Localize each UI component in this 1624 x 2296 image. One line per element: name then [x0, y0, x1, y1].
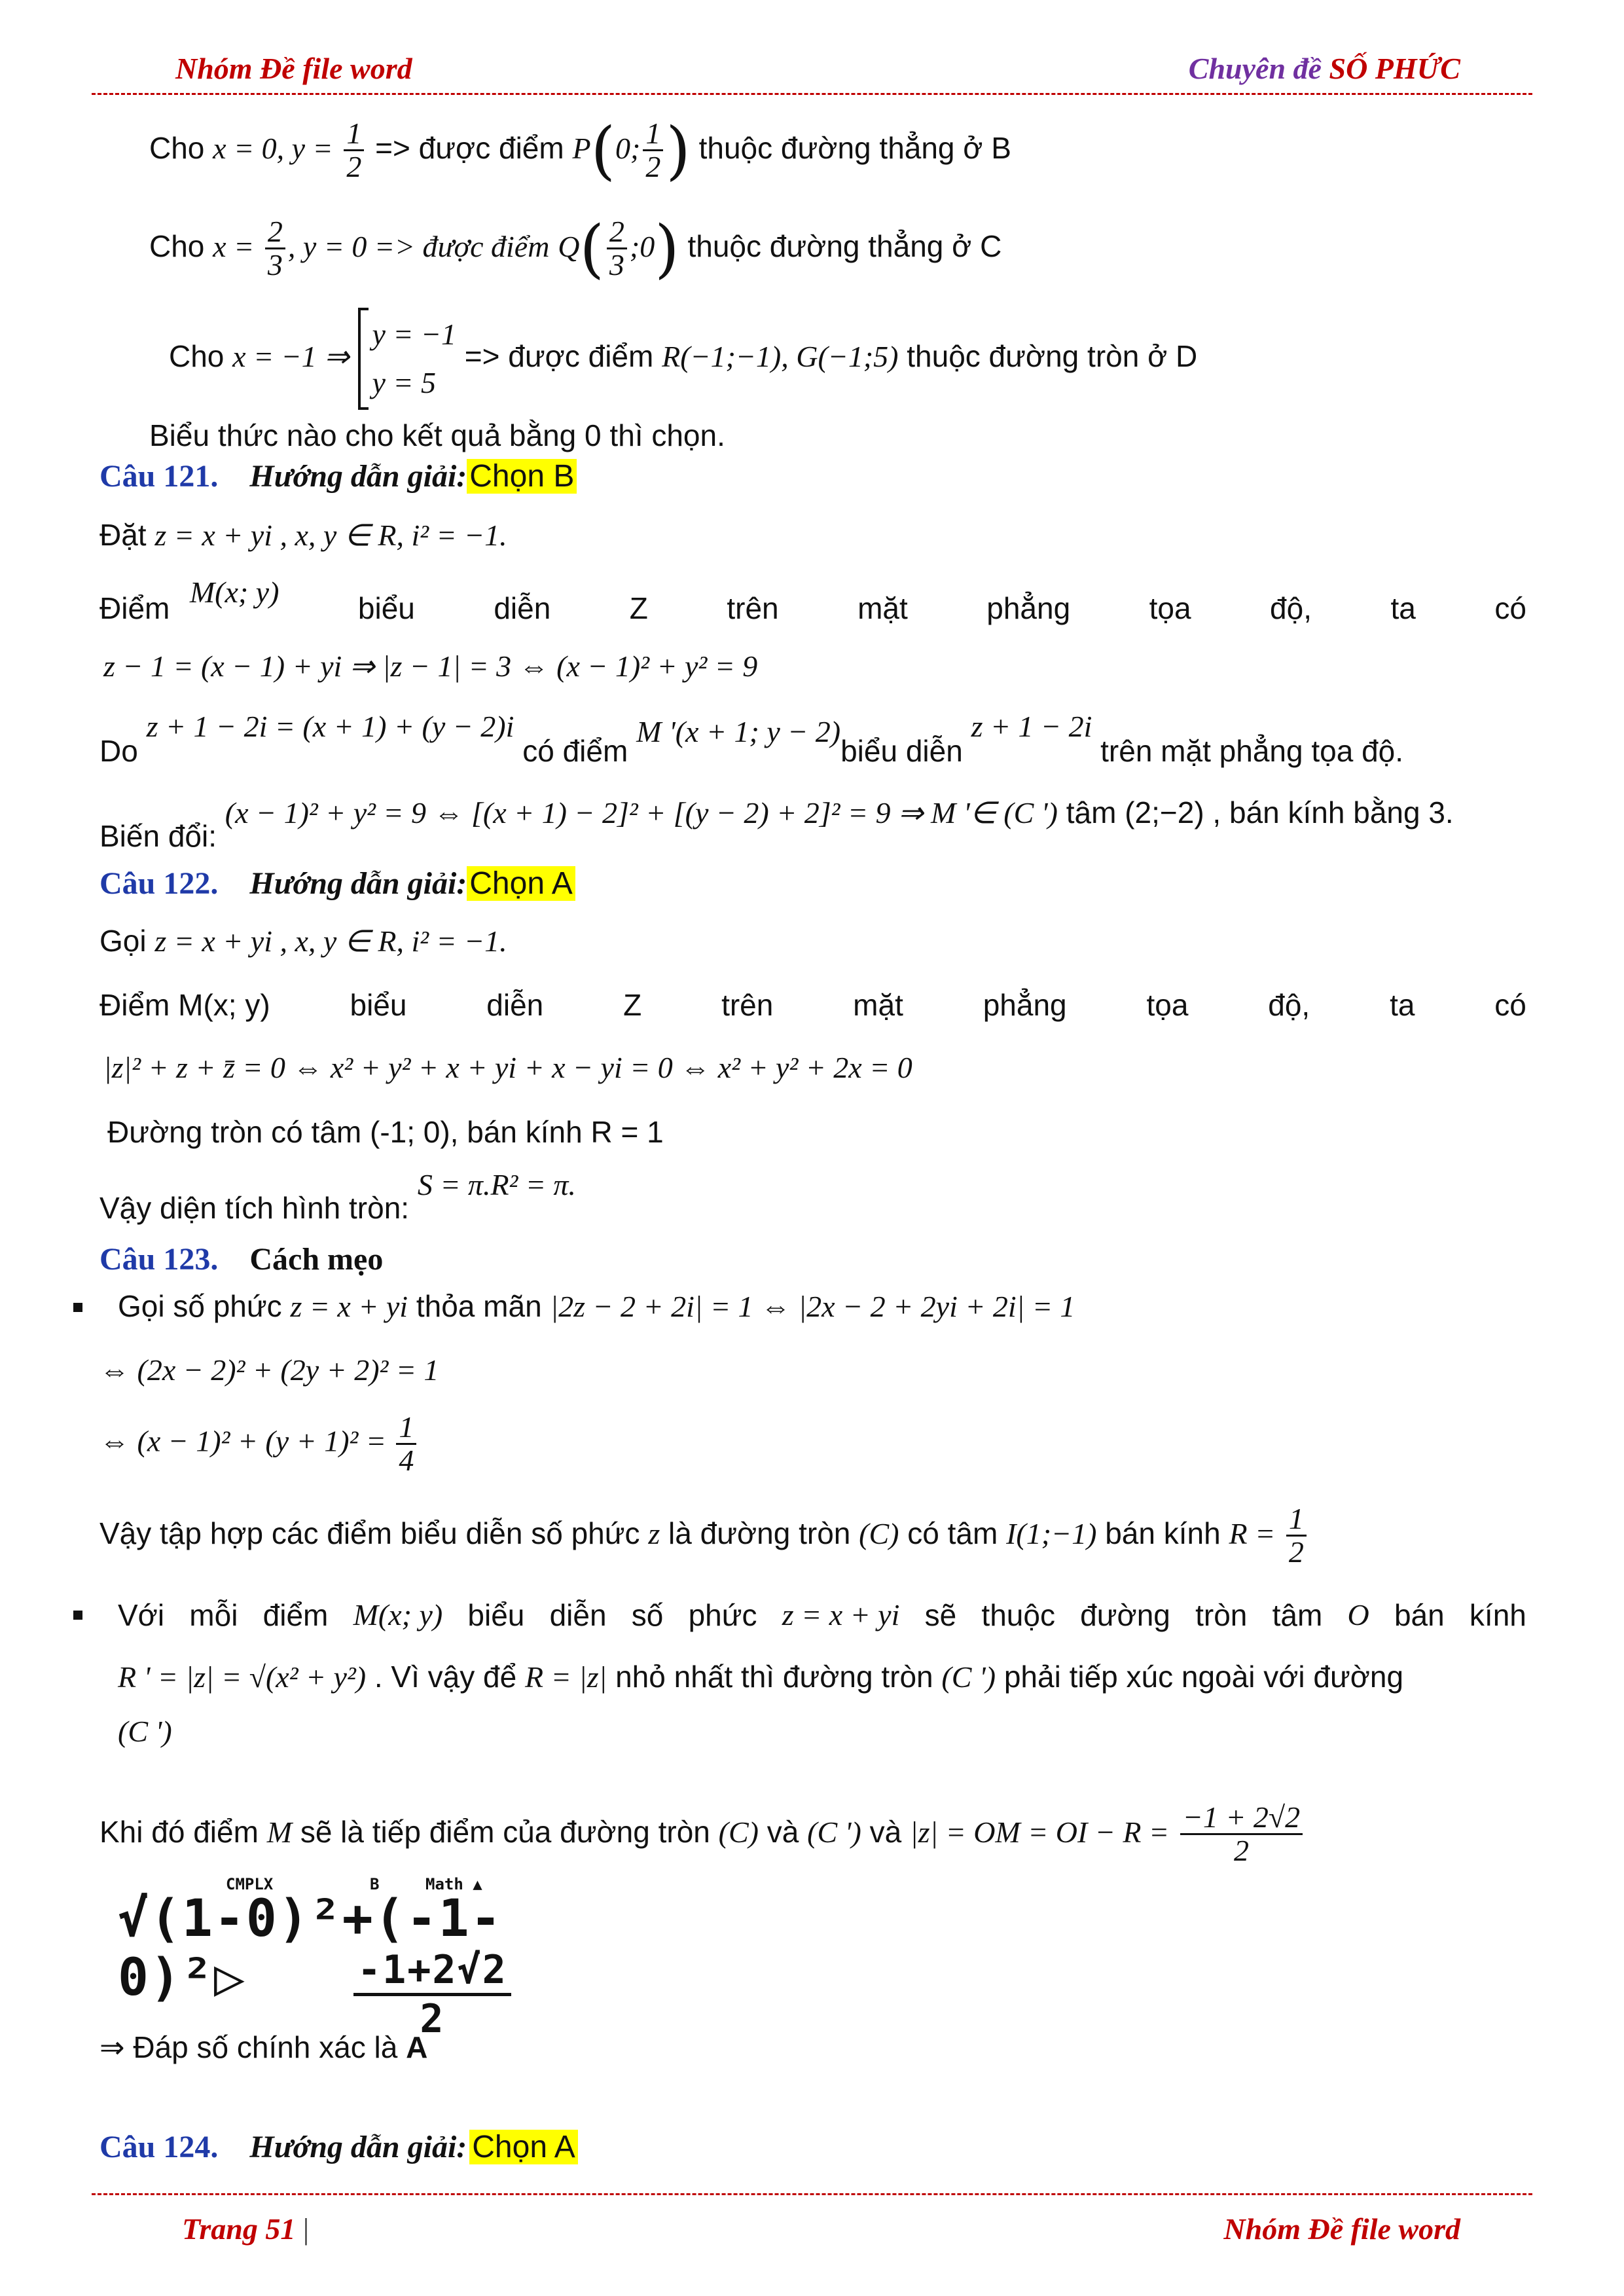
text-co-tam: có tâm — [907, 1516, 998, 1550]
frac-den: 3 — [267, 248, 283, 282]
math-x-neg1: x = −1 ⇒ — [232, 340, 350, 374]
footer-page-prefix: Trang — [182, 2212, 266, 2246]
word: Điểm — [99, 591, 170, 625]
text-dat: Đặt — [99, 518, 147, 552]
word: biểu — [357, 591, 415, 625]
math-point-q: Q — [558, 229, 580, 263]
math-q-coord: ;0 — [629, 229, 655, 263]
fraction-answer — [1180, 1802, 1303, 1867]
footer-page-number: 51 — [265, 2212, 296, 2246]
word: có — [1494, 591, 1526, 625]
text-cho: Cho — [149, 228, 205, 263]
text-bien-doi: Biến đổi: — [99, 819, 217, 853]
word: độ, — [1268, 988, 1310, 1022]
frac-num: 1 — [643, 118, 663, 151]
text-thuoc-b: thuộc đường thẳng ở B — [698, 130, 1011, 165]
fraction-half-2 — [643, 118, 663, 183]
line-point-q — [149, 211, 1002, 285]
word: phức — [688, 1598, 757, 1632]
frac-num: 2 — [607, 216, 627, 249]
math-circle-eq: ⇔ (x − 1)² + (y + 1)² = — [99, 1424, 386, 1458]
math-z: z = x + yi — [290, 1290, 408, 1323]
text-goi: Gọi — [99, 924, 147, 958]
q122-label: Câu 122. — [99, 866, 219, 901]
text-dap-so: ⇒ Đáp số chính xác là — [99, 2030, 398, 2064]
q124-heading — [99, 2129, 578, 2165]
q122-choice: Chọn A — [467, 866, 575, 901]
math-z-def: z = x + yi , x, y ∈ R, i² = −1. — [154, 924, 507, 958]
math-z-shift-2: z + 1 − 2i — [971, 710, 1092, 743]
word: Điểm M(x; y) — [99, 988, 270, 1022]
q121-choice: Chọn B — [467, 459, 577, 494]
frac-den: 2 — [1288, 1535, 1304, 1569]
math-z: z = x + yi — [782, 1598, 900, 1631]
word: tròn — [1195, 1598, 1248, 1632]
header-topic-prefix: Chuyên đề — [1188, 52, 1329, 85]
frac-den: 4 — [399, 1444, 414, 1478]
system-bracket — [358, 308, 369, 410]
word: kính — [1469, 1598, 1526, 1632]
math-center-i: I(1;−1) — [1006, 1516, 1097, 1550]
word: biểu — [467, 1598, 525, 1632]
calc-indicator-cmplx: CMPLX — [226, 1875, 274, 1893]
math-z-shift: z + 1 − 2i = (x + 1) + (y − 2)i — [146, 710, 514, 743]
word: Z — [623, 988, 642, 1022]
word: phẳng — [986, 591, 1071, 625]
fraction-two-thirds-2 — [607, 216, 627, 282]
q121-line2 — [99, 575, 1526, 626]
header-rule — [92, 93, 1532, 95]
text-tiep-xuc: phải tiếp xúc ngoài với đường — [1003, 1660, 1404, 1694]
math-points-rg: R(−1;−1), G(−1;5) — [662, 340, 899, 374]
math-om: |z| = OM = OI − R = — [909, 1815, 1169, 1849]
word: đường — [1080, 1598, 1170, 1632]
word: trên — [721, 988, 774, 1022]
word: phẳng — [983, 988, 1067, 1022]
text-goi-so-phuc: Gọi số phức — [118, 1289, 282, 1323]
math-transform: (x − 1)² + y² = 9 ⇔ [(x + 1) − 2]² + [(y − 2) + 2]² = 9 ⇒ M '∈ (C ') — [225, 796, 1058, 829]
math-c: (C) — [718, 1815, 759, 1849]
q122-line1 — [99, 923, 507, 958]
fraction-two-thirds — [265, 216, 285, 282]
frac-den: 2 — [346, 150, 362, 184]
text-ban-kinh: bán kính — [1105, 1516, 1221, 1550]
fraction-half — [1286, 1503, 1307, 1569]
math-y0: , y = 0 => được điểm — [287, 229, 550, 263]
word: diễn — [549, 1598, 607, 1632]
text-duoc-diem: => được điểm — [375, 130, 564, 165]
word: mặt — [857, 591, 908, 625]
text-tiep-diem: sẽ là tiếp điểm của đường tròn — [300, 1814, 710, 1849]
paren-open: ( — [590, 113, 616, 187]
q123-line8 — [99, 1802, 1305, 1867]
q123-bullet2 — [118, 1597, 1526, 1633]
math-x: x = — [213, 229, 255, 263]
q121-line4 — [99, 710, 1404, 769]
text-vi-vay: . Vì vậy để — [374, 1660, 517, 1694]
math-c-prime: (C ') — [941, 1660, 996, 1694]
math-p-coord: 0; — [615, 131, 641, 165]
text-dien-tich: Vậy diện tích hình tròn: — [99, 1191, 410, 1225]
q124-label: Câu 124. — [99, 2130, 219, 2164]
text-mat-phang: trên mặt phẳng tọa độ. — [1100, 734, 1404, 768]
text-thoa-man: thỏa mãn — [416, 1289, 542, 1323]
bullet-icon — [73, 1303, 82, 1312]
fraction-half — [344, 118, 364, 183]
q123-label: Câu 123. — [99, 1242, 219, 1277]
frac-den: 3 — [609, 248, 624, 282]
q123-line3 — [99, 1412, 419, 1477]
q122-line2 — [99, 987, 1526, 1023]
math-c: (C) — [859, 1516, 899, 1550]
q123-line7: (C ') — [118, 1715, 172, 1748]
word: tọa — [1149, 591, 1191, 625]
word: sẽ — [924, 1598, 957, 1632]
frac-num: 2 — [265, 216, 285, 249]
math-r-mod: R = |z| — [524, 1660, 607, 1694]
q121-heading — [99, 458, 577, 494]
frac-num: 1 — [1286, 1503, 1307, 1537]
calculator-screen — [118, 1875, 524, 2042]
q122-line5 — [99, 1168, 576, 1226]
footer-page — [182, 2212, 309, 2246]
math-modulus-eq: |2z − 2 + 2i| = 1 ⇔ |2x − 2 + 2yi + 2i| = 1 — [550, 1290, 1075, 1323]
math-mxy: M(x; y) — [353, 1598, 443, 1631]
q124-choice: Chọn A — [469, 2130, 577, 2164]
word: Với — [118, 1598, 165, 1632]
text-co-diem: có điểm — [522, 734, 628, 768]
q121-line5 — [99, 795, 1454, 854]
fraction-quarter — [396, 1412, 416, 1477]
word: mặt — [853, 988, 903, 1022]
text-duong-tron: là đường tròn — [668, 1516, 851, 1550]
q122-guide: Hướng dẫn giải: — [249, 866, 467, 901]
text-cho: Cho — [149, 130, 205, 165]
header-topic — [1189, 51, 1460, 86]
frac-den: 2 — [1233, 1834, 1249, 1868]
text-do: Do — [99, 734, 138, 768]
text-va: và — [869, 1814, 902, 1849]
q122-heading — [99, 866, 575, 902]
text-khi-do: Khi đó điểm — [99, 1814, 259, 1849]
math-m-prime: M '(x + 1; y − 2) — [636, 715, 841, 748]
math-x0-y: x = 0, y = — [213, 131, 333, 165]
math-mxy: M(x; y) — [189, 575, 280, 609]
q123-heading — [99, 1241, 383, 1277]
system-eq-2: y = 5 — [372, 366, 436, 399]
math-point-p: P — [572, 131, 591, 165]
paren-open: ( — [579, 211, 604, 285]
q122-line3: |z|² + z + z̄ = 0 ⇔ x² + y² + x + yi + x − yi = 0 ⇔ x² + y² + 2x = 0 — [103, 1051, 912, 1084]
math-area: S = π.R² = π. — [417, 1168, 576, 1201]
text-nho-nhat: nhỏ nhất thì đường tròn — [615, 1660, 933, 1694]
header-group-name: Nhóm Đề file word — [175, 52, 412, 85]
calc-result-den: 2 — [420, 1996, 445, 2042]
q123-method: Cách mẹo — [249, 1242, 384, 1277]
q121-line3: z − 1 = (x − 1) + yi ⇒ |z − 1| = 3 ⇔ (x − 1)² + y² = 9 — [103, 649, 758, 683]
word: mỗi — [189, 1598, 238, 1632]
math-r: R = — [1229, 1516, 1276, 1550]
text-thuoc-d: thuộc đường tròn ở D — [907, 339, 1198, 374]
system-equations — [372, 310, 457, 407]
q123-line4 — [99, 1503, 1309, 1569]
math-o: O — [1347, 1598, 1369, 1631]
word: tọa — [1146, 988, 1189, 1022]
frac-num: 1 — [396, 1412, 416, 1445]
text-cho: Cho — [169, 339, 225, 374]
frac-num: 1 — [344, 118, 364, 151]
word: điểm — [262, 1598, 329, 1632]
q123-bullet1 — [118, 1288, 1075, 1324]
math-z: z — [648, 1516, 660, 1550]
text-tam-ban-kinh: tâm (2;−2) , bán kính bằng 3. — [1066, 795, 1454, 829]
q121-line1 — [99, 517, 507, 553]
footer-separator: | — [302, 2212, 310, 2246]
word: tâm — [1272, 1598, 1323, 1632]
frac-den: 2 — [645, 150, 661, 184]
calc-indicator-math: Math ▲ — [425, 1875, 482, 1893]
math-r-prime: R ' = |z| = √(x² + y²) — [118, 1660, 367, 1694]
word: trên — [727, 591, 779, 625]
word: diễn — [486, 988, 544, 1022]
q123-answer — [99, 2030, 427, 2065]
word: có — [1494, 988, 1526, 1022]
calc-result-num: -1+2√2 — [353, 1947, 511, 1996]
word: số — [631, 1598, 664, 1632]
text-va: và — [767, 1814, 799, 1849]
text-bieu-dien: biểu diễn — [840, 734, 963, 768]
line-bieu-thuc: Biểu thức nào cho kết quả bằng 0 thì chọn. — [149, 418, 725, 452]
header-topic-accent: SỐ PHỨC — [1329, 52, 1460, 85]
math-z-def: z = x + yi , x, y ∈ R, i² = −1. — [154, 519, 507, 552]
footer-rule — [92, 2193, 1532, 2195]
q122-line4: Đường tròn có tâm (-1; 0), bán kính R = 1 — [107, 1115, 664, 1149]
math-c-prime: (C ') — [807, 1815, 861, 1849]
text-duoc-diem: => được điểm — [464, 339, 654, 374]
word: diễn — [494, 591, 551, 625]
word: bán — [1394, 1598, 1445, 1632]
calc-input-line: √(1-0)²+(-1-0)²▷ — [118, 1889, 503, 2007]
q124-guide: Hướng dẫn giải: — [249, 2130, 467, 2164]
bullet-icon — [73, 1611, 82, 1620]
frac-num: −1 + 2√2 — [1180, 1802, 1303, 1835]
word: ta — [1390, 988, 1415, 1022]
q121-guide: Hướng dẫn giải: — [249, 459, 467, 494]
system-eq-1: y = −1 — [372, 318, 456, 351]
word: biểu — [350, 988, 407, 1022]
text-tap-hop: Vậy tập hợp các điểm biểu diễn số phức — [99, 1516, 640, 1550]
text-thuoc-c: thuộc đường thẳng ở C — [687, 228, 1002, 263]
calc-result — [353, 1947, 511, 2042]
word: độ, — [1270, 591, 1312, 625]
footer-group-name: Nhóm Đề file word — [1223, 2212, 1460, 2246]
math-m: M — [266, 1815, 293, 1849]
paren-close: ) — [655, 211, 679, 285]
answer-letter: A — [406, 2030, 428, 2064]
q123-line6 — [118, 1659, 1403, 1694]
line-point-p — [149, 113, 1011, 187]
line-point-rg — [169, 308, 1197, 410]
q121-label: Câu 121. — [99, 459, 219, 494]
word: thuộc — [981, 1598, 1055, 1632]
word: Z — [629, 591, 648, 625]
paren-close: ) — [666, 113, 691, 187]
q123-line2: ⇔ (2x − 2)² + (2y + 2)² = 1 — [99, 1353, 439, 1387]
word: ta — [1390, 591, 1416, 625]
calc-indicator-b: B — [370, 1875, 380, 1893]
